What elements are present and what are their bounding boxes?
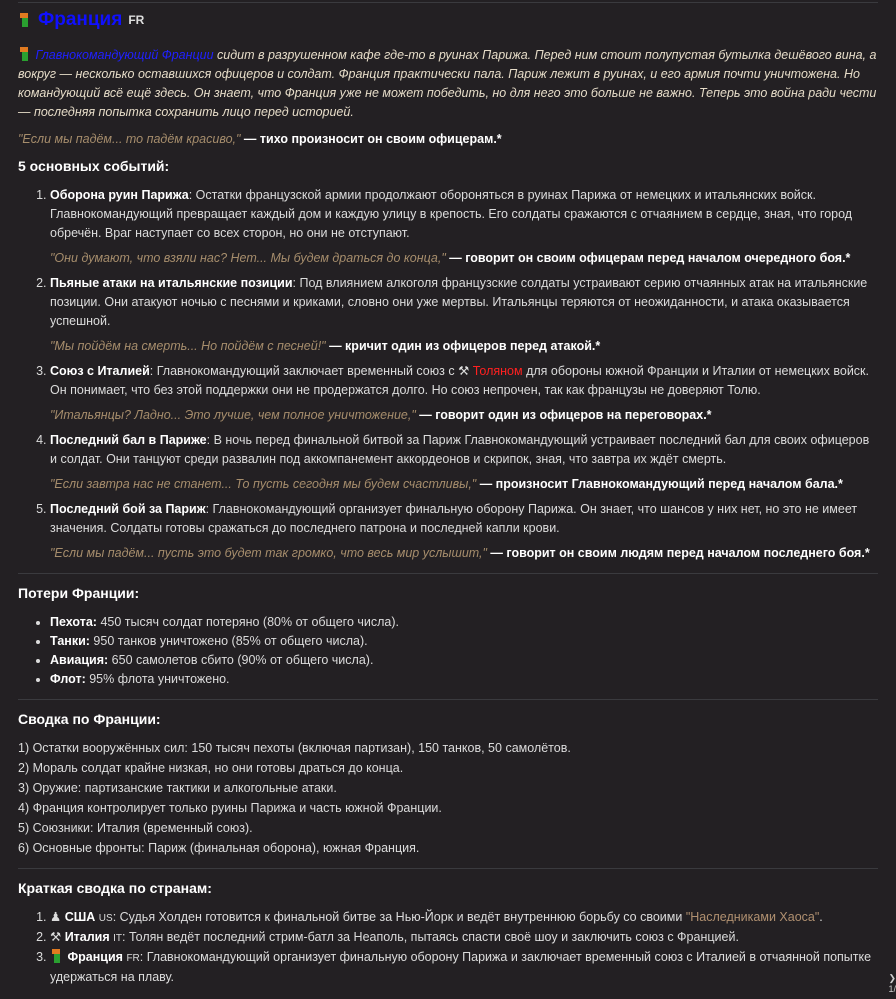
events-heading: 5 основных событий:: [18, 158, 170, 174]
countries-heading: Краткая сводка по странам:: [18, 880, 212, 896]
france-flag-icon: [18, 47, 32, 61]
countries-list: [18, 908, 878, 987]
list-item: 2. ⚒ Италия IT: Толян ведёт последний стрим-батл за Неаполь, пытаясь спасти своё шоу и заключить союз с Францией.: [50, 928, 878, 948]
list-item: 3. Франция FR: Главнокомандующий организует финальную оборону Парижа и заключает временный союз с Италией в отчаянной попытке удержаться на плаву.: [50, 948, 878, 987]
next-arrow-icon[interactable]: ❯: [888, 973, 896, 983]
losses-list: [18, 613, 878, 689]
summary-heading: Сводка по Франции:: [18, 711, 161, 727]
list-item: • Пехота: 450 тысяч солдат потеряно (80% от общего числа).: [50, 613, 878, 632]
tolyan-link[interactable]: Толяном: [472, 364, 523, 378]
summary-list: [18, 739, 878, 858]
divider: [18, 699, 878, 700]
divider: [18, 2, 878, 3]
france-flag-icon: [18, 13, 32, 27]
list-item: • Танки: 950 танков уничтожено (85% от общего числа).: [50, 632, 878, 651]
list-item: 3. Союз с Италией: Главнокомандующий заключает временный союз с ⚒ Толяном для обороны южной Франции и Италии от немецких войск. Он понимает, что без этой поддержки они не продержатся долго. Но союз непрочен, так как французы не доверяют Толю. "Итальянцы? Ладно... Это лучше, чем полное уничтожение," — говорит один из офицеров на переговорах.*: [50, 362, 878, 425]
heirs-link[interactable]: "Наследниками Хаоса": [685, 910, 820, 924]
tools-icon: ⚒: [458, 364, 473, 378]
list-item: 1. ♟ США US: Судья Холден готовится к финальной битве за Нью-Йорк и ведёт внутреннюю борьбу со своими "Наследниками Хаоса".: [50, 908, 878, 928]
summary-line: 1) Остатки вооружённых сил: 150 тысяч пехоты (включая партизан), 150 танков, 50 самолётов.: [18, 741, 571, 755]
summary-line: 5) Союзники: Италия (временный союз).: [18, 821, 253, 835]
divider: [18, 573, 878, 574]
list-item: 5. Последний бой за Париж: Главнокомандующий организует финальную оборону Парижа. Он знает, что шансов у них нет, но это не имеет значения. Солдаты готовы сражаться до последнего патрона и последней капли крови. "Если мы падём... пусть это будет так громко, что весь мир услышит," — говорит он своим людям перед началом последнего боя.*: [50, 500, 878, 563]
events-list: [18, 186, 878, 563]
divider: [18, 868, 878, 869]
losses-heading: Потери Франции:: [18, 585, 140, 601]
commander-link[interactable]: Главнокомандующий Франции: [35, 48, 214, 62]
list-item: • Флот: 95% флота уничтожено.: [50, 670, 878, 689]
judge-icon: ♟: [50, 910, 65, 924]
list-item: 1. Оборона руин Парижа: Остатки французской армии продолжают обороняться в руинах Парижа от немецких и итальянских войск. Главнокомандующий превращает каждый дом и каждую улицу в крепость. Его солдаты сражаются с отчаянием в сердце, зная, что город обречён. Враг наступает со всех сторон, но они не отступают. "Они думают, что взяли нас? Нет... Мы будем драться до конца," — говорит он своим офицерам перед началом очередного боя.*: [50, 186, 878, 268]
list-item: • Авиация: 650 самолетов сбито (90% от общего числа).: [50, 651, 878, 670]
intro-quote: "Если мы падём... то падём красиво," — тихо произносит он своим офицерам.*: [18, 132, 502, 146]
france-flag-icon: [50, 949, 64, 963]
list-item: 4. Последний бал в Париже: В ночь перед финальной битвой за Париж Главнокомандующий устраивает последний бал для своих офицеров и солдат. Они танцуют среди развалин под аккомпанемент аккордеонов и скрипок, зная, что завтра их ждёт смерть. "Если завтра нас не станет... То пусть сегодня мы будем счастливы," — произносит Главнокомандующий перед началом бала.*: [50, 431, 878, 494]
summary-line: 4) Франция контролирует только руины Парижа и часть южной Франции.: [18, 801, 442, 815]
intro-paragraph: Главнокомандующий Франции сидит в разрушенном кафе где-то в руинах Парижа. Перед ним стоит полупустая бутылка дешёвого вина, а вокруг — несколько оставшихся офицеров и солдат. Франция практически пала. Париж лежит в руинах, и его армия почти уничтожена. Но командующий всё ещё здесь. Он знает, что Франция уже не может победить, но для него это больше не важно. Теперь это война ради чести — последняя попытка сохранить лицо перед историей.: [18, 48, 877, 119]
pager[interactable]: ❯ 1/: [888, 973, 896, 994]
page-title: Франция FR: [18, 8, 878, 32]
list-item: 2. Пьяные атаки на итальянские позиции: Под влиянием алкоголя французские солдаты устраивают серию отчаянных атак на итальянские позиции. Они атакуют ночью с песнями и криками, словно они уже мертвы. Итальянцы теряются от неожиданности, и атака оказывается успешной. "Мы пойдём на смерть... Но пойдём с песней!" — кричит один из офицеров перед атакой.*: [50, 274, 878, 356]
summary-line: 2) Мораль солдат крайне низкая, но они готовы драться до конца.: [18, 761, 404, 775]
summary-line: 3) Оружие: партизанские тактики и алкогольные атаки.: [18, 781, 337, 795]
summary-line: 6) Основные фронты: Париж (финальная оборона), южная Франция.: [18, 841, 420, 855]
tools-icon: ⚒: [50, 930, 65, 944]
